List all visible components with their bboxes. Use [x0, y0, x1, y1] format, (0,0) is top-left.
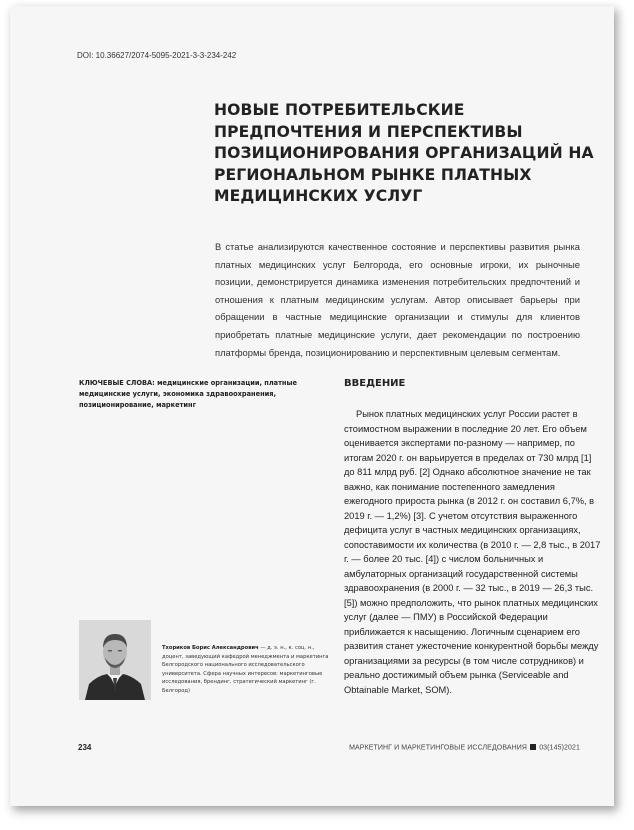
page-number: 234	[78, 743, 92, 752]
author-name: Тхориков Борис Александрович	[162, 645, 259, 651]
doi-line: DOI: 10.36627/2074-5095-2021-3-3-234-242	[77, 51, 237, 60]
journal-page	[10, 6, 614, 806]
keywords-label: КЛЮЧЕВЫЕ СЛОВА:	[79, 379, 155, 387]
journal-name: МАРКЕТИНГ И МАРКЕТИНГОВЫЕ ИССЛЕДОВАНИЯ	[349, 744, 528, 752]
article-title: НОВЫЕ ПОТРЕБИТЕЛЬСКИЕ ПРЕДПОЧТЕНИЯ И ПЕРСПЕКТИВЫ ПОЗИЦИОНИРОВАНИЯ ОРГАНИЗАЦИЙ НА РЕГИОНАЛЬНОМ РЫНКЕ ПЛАТНЫХ МЕДИЦИНСКИХ УСЛУГ	[214, 101, 594, 205]
journal-issue: 03(145)2021	[539, 744, 580, 752]
abstract: В статье анализируются качественное состояние и перспективы развития рынка платных медицинских услуг Белгорода, его основные игроки, их рыночные позиции, демонстрируется динамика изменения потребительских предпочтений и отношения к платным медицинским услугам. Автор описывает барьеры при обращении в частные медицинские организации и стимулы для клиентов приобретать платные медицинские услуги, дает рекомендации по построению платформы бренда, позиционированию и перспективным целевым сегментам.	[215, 241, 580, 358]
footer-square-icon	[530, 744, 536, 750]
keywords-text: медицинские организации, платные медицинские услуги, экономика здравоохранения, позиционирование, маркетинг	[79, 379, 297, 409]
author-bio-text: — д. э. н., к. соц. н., доцент, заведующий кафедрой менеджмента и маркетинга Белгородского национального исследовательского университета. Сфера научных интересов: маркетинговые исследования, брендинг, стратегический маркетинг (г. Белгород)	[162, 645, 329, 694]
keywords-block	[79, 378, 329, 410]
author-portrait-icon	[79, 620, 151, 700]
section-heading-introduction: ВВЕДЕНИЕ	[344, 378, 406, 389]
journal-footer	[349, 744, 580, 751]
author-bio	[162, 644, 332, 696]
introduction-body: Рынок платных медицинских услуг России растет в стоимостном выражении в последние 20 лет. Его объем оценивается экспертами по-разному — например, по итогам 2020 г. он варьируется в пределах от 730 млрд [1] до 811 млрд руб. [2] Однако абсолютное значение не так важно, как понимание постепенного замедления ежегодного прироста рынка (в 2012 г. он составил 6,7%, в 2019 г. — 1,2%) [3]. С учетом отсутствия выраженного дефицита услуг в частных медицинских организациях, сопоставимости их количества (в 2010 г. — 2,8 тыс., в 2017 г. — более 20 тыс. [4]) с числом больничных и амбулаторных организаций государственной системы здравоохранения (в 2000 г. — 32 тыс., в 2019 — 26,3 тыс. [5]) можно предположить, что рынок платных медицинских услуг (далее — ПМУ) в Российской Федерации приближается к насыщению. Логичным сценарием его развития станет ужесточение конкурентной борьбы между организациями за ресурсы (в том числе сотрудников) и реально достижимый объем рынка (Serviceable and Obtainable Market, SOM).	[344, 409, 601, 695]
author-photo	[79, 620, 151, 700]
